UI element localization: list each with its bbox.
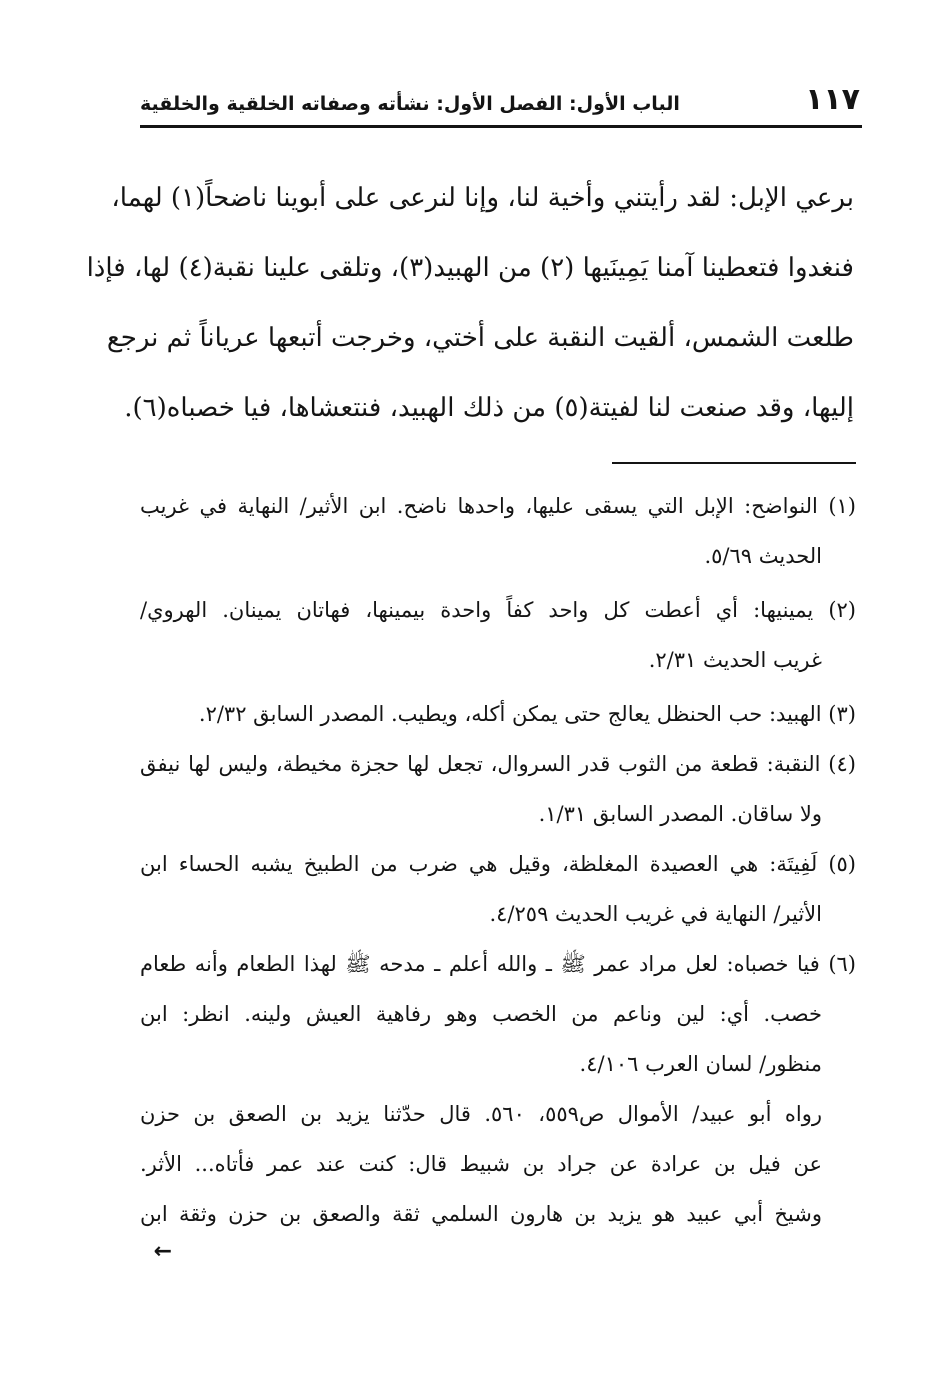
footnote-3 [140,692,856,742]
main-text-line: طلعت الشمس، ألقيت النقبة على أختي، وخرجت أتبعها عرياناً ثم نرجع [106,323,854,353]
main-text-line: إليها، وقد صنعت لنا لفيتة(٥) من ذلك الهبيد، فنتعشاها، فيا خصباه(٦). [124,393,854,423]
main-text-line: برعي الإبل: لقد رأيتني وأخية لنا، وإنا لنرعى على أبوينا ناضحاً(١) لهما، [111,183,854,213]
footnote-line: عن فيل بن عرادة عن جراد بن شبيط قال: كنت عند عمر فأتاه... الأثر. [140,1152,822,1176]
footnote-line: وشيخ أبي عبيد هو يزيد بن هارون السلمي ثقة والصعق بن حزن وثقة ابن [140,1202,822,1226]
page-header [140,80,860,124]
footnote-line: (٦) فيا خصباه: لعل مراد عمر ﷺ ـ والله أعلم ـ مدحه ﷺ لهذا الطعام وأنه طعام [140,952,856,976]
footnote-5 [140,842,856,942]
footnote-line: الأثير/ النهاية في غريب الحديث ٤/٢٥٩. [489,902,822,926]
footnote-line: رواه أبو عبيد/ الأموال ص٥٥٩، ٥٦٠. قال حدّثنا يزيد بن الصعق بن حزن [140,1102,823,1126]
footnote-line: منظور/ لسان العرب ٤/١٠٦. [579,1052,822,1076]
header-rule [140,125,862,128]
running-head: الباب الأول: الفصل الأول: نشأته وصفاته الخلقية والخلقية [140,93,680,115]
footnote-line: الحديث ٥/٦٩. [704,544,822,568]
continuation-arrow-icon: ← [153,1239,172,1264]
footnote-2 [140,588,856,688]
footnote-line: غريب الحديث ٢/٣١. [648,648,822,672]
footnote-line: خصب. أي: لين وناعم من الخصب وهو رفاهية العيش ولينه. انظر: ابن [140,1002,822,1026]
footnotes [140,484,856,1242]
footnote-line: (٣) الهبيد: حب الحنظل يعالج حتى يمكن أكله، ويطيب. المصدر السابق ٢/٣٢. [198,702,856,726]
page-number: ١١٧ [805,82,860,117]
footnote-line: ولا ساقان. المصدر السابق ١/٣١. [538,802,822,826]
footnote-line: (٢) يمينيها: أي أعطت كل واحد كفاً واحدة بيمينها، فهاتان يمينان. الهروي/ [140,598,856,622]
footnote-4 [140,742,856,842]
main-text-line: فنغدوا فتعطينا آمنا يَمِينَيها (٢) من الهبيد(٣)، وتلقى علينا نقبة(٤) لها، فإذا [86,253,854,283]
footnote-line: (٤) النقبة: قطعة من الثوب قدر السروال، تجعل لها حجزة مخيطة، وليس لها نيفق [140,752,856,776]
main-text [86,170,854,450]
footnote-line: (١) النواضح: الإبل التي يسقى عليها، واحدها ناضح. ابن الأثير/ النهاية في غريب [140,494,856,518]
footnote-6 [140,942,856,1242]
footnote-1 [140,484,856,584]
footnote-line: (٥) لَفِيتَة: هي العصيدة المغلظة، وقيل هي ضرب من الطبيخ يشبه الحساء ابن [140,852,856,876]
footnote-separator [612,462,856,464]
